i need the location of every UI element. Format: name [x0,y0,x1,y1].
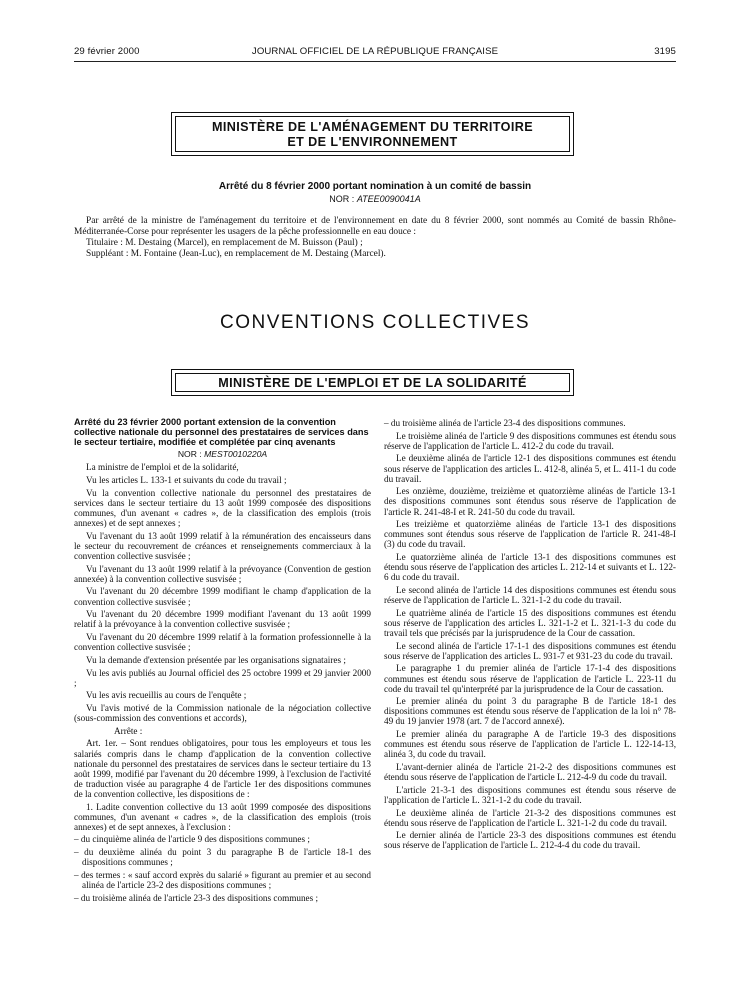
paragraph: Le premier alinéa du paragraphe A de l'article 19-3 des dispositions communes est étendu sous réserve de l'application de l'article L. 122-14-13, alinéa 3, du code du travail. [384,729,676,760]
running-header [74,46,676,60]
paragraph: Vu la demande d'extension présentée par les organisations signataires ; [86,654,346,665]
arrete-title-extension: Arrêté du 23 février 2000 portant extension de la convention collective nationale du personnel des prestataires de services dans le secteur tertiaire, modifiée et complétée par cinq avenants [74,417,369,447]
page-number: 3195 [654,46,676,57]
right-column [384,418,676,853]
paragraph: Vu l'avenant du 20 décembre 1999 relatif à la formation professionnelle à la convention collective susvisée ; [74,632,371,653]
arrete-heading: Arrête : [114,725,143,736]
paragraph: Les treizième et quatorzième alinéas de l'article 13-1 des dispositions communes sont étendus sous réserve de l'application de l'article R. 241-48-I (3) du code du travail. [384,519,676,550]
nor-code: MEST0010220A [204,449,268,460]
paragraph: Le second alinéa de l'article 14 des dispositions communes est étendu sous réserve de l'application de l'article L. 321-1-2 du code du travail. [384,584,676,606]
paragraph: Vu l'avis motivé de la Commission nationale de la négociation collective (sous-commission des conventions et accords), [74,702,371,724]
paragraph: Vu l'avenant du 20 décembre 1999 modifiant l'avenant du 13 août 1999 relatif à la prévoyance à la convention collective susvisée ; [74,609,371,630]
paragraph: Vu l'avenant du 13 août 1999 relatif à la rémunération des encaisseurs dans le secteur du recouvrement de créances et renseignements commerciaux à la convention collective susvisée ; [74,530,371,562]
nor-label: NOR : [177,449,202,460]
paragraph: Le deuxième alinéa de l'article 21-3-2 des dispositions communes est étendu sous réserve de l'application de l'article L. 321-1-2 du code du travail. [384,807,676,828]
paragraph: Le dernier alinéa de l'article 23-3 des dispositions communes est étendu sous réserve de l'application de l'article L. 212-4-4 du code du travail. [384,830,676,851]
exclusion-item: – des termes : « sauf accord exprès du salarié » figurant au premier et au second alinéa de l'article 23-2 des dispositions communes ; [74,869,371,891]
ministry-name-line2: ET DE L'ENVIRONNEMENT [287,135,458,149]
paragraph: Vu la convention collective nationale du personnel des prestataires de services dans le secteur tertiaire du 13 août 1999 composée des dispositions communes, d'un avenant « cadres », de la classification des emplois (trois annexes) et de sept annexes ; [74,487,371,529]
journal-title: JOURNAL OFFICIEL DE LA RÉPUBLIQUE FRANÇAISE [251,46,499,57]
paragraph: Les onzième, douzième, treizième et quatorzième alinéas de l'article 13-1 des dispositions communes sont étendus sous réserve de l'application de l'article R. 241-48-I et R. 241-50 du code du travail. [384,486,676,517]
arrete-title-nomination: Arrêté du 8 février 2000 portant nomination à un comité de bassin [218,181,532,192]
titulaire-line: Titulaire : M. Destaing (Marcel), en remplacement de M. Buisson (Paul) ; [86,238,363,248]
nor-code: ATEE0090041A [356,194,421,204]
header-rule [74,61,676,62]
arrete-nor-nomination [74,194,676,204]
ministry-name-emploi: MINISTÈRE DE L'EMPLOI ET DE LA SOLIDARITÉ [218,376,527,390]
paragraph: Le second alinéa de l'article 17-1-1 des dispositions communes est étendu sous réserve de l'application des articles L. 931-7 et 931-23 du code du travail. [384,640,676,661]
nor-label: NOR : [329,194,355,204]
left-column [74,418,371,905]
paragraph: Vu l'avenant du 13 août 1999 relatif à la prévoyance (Convention de gestion annexée) à la convention collective susvisée ; [74,563,371,584]
paragraph: Vu les avis publiés au Journal officiel des 25 octobre 1999 et 29 janvier 2000 ; [74,667,371,688]
paragraph: Le premier alinéa du point 3 du paragraphe B de l'article 18-1 des dispositions communes est étendu sous réserve de l'application de la loi n° 78-49 du 19 janvier 1978 (art. 7 de l'accord annexé). [384,696,676,727]
arrete-nor-extension [74,449,371,459]
suppleant-line: Suppléant : M. Fontaine (Jean-Luc), en remplacement de M. Destaing (Marcel). [86,249,386,259]
ministry-name-line1: MINISTÈRE DE L'AMÉNAGEMENT DU TERRITOIRE [211,120,534,134]
paragraph: Le troisième alinéa de l'article 9 des dispositions communes est étendu sous réserve de l'application de l'article L. 412-2 du code du travail. [384,430,676,451]
paragraph: L'avant-dernier alinéa de l'article 21-2-2 des dispositions communes est étendu sous réserve de l'application de l'article L. 212-4-9 du code du travail. [384,762,676,783]
paragraph: 1. Ladite convention collective du 13 août 1999 composée des dispositions communes, d'un avenant « cadres », de la classification des emplois (trois annexes) et de sept annexes, à l'exclusion : [74,801,371,832]
exclusion-item: – du troisième alinéa de l'article 23-3 des dispositions communes ; [74,892,319,903]
article-1: Art. 1er. – Sont rendues obligatoires, pour tous les employeurs et tous les salariés compris dans le champ d'application de la convention collective nationale du personnel des prestataires de services dans le secteur tertiaire du 13 août 1999, modifié par l'avenant du 20 décembre 1999, à l'exclusion de l'activité de traduction visée au paragraphe 4 de l'article 1er des dispositions communes de la convention collective, les dispositions de : [74,738,371,799]
exclusion-item: – du troisième alinéa de l'article 23-4 des dispositions communes. [384,418,626,428]
ministry-box-emploi [171,369,574,396]
ministry-box-amenagement [171,112,574,156]
paragraph: Le quatrième alinéa de l'article 15 des dispositions communes est étendu sous réserve de l'application des articles L. 321-1-2 et L. 321-1-3 du code du travail tels que précisés par la jurisprudence de la Cour de cassation. [384,607,676,638]
paragraph: Vu les articles L. 133-1 et suivants du code du travail ; [86,475,287,486]
header-date: 29 février 2000 [74,46,140,57]
arrete-body-nomination: Par arrêté de la ministre de l'aménagement du territoire et de l'environnement en date du 8 février 2000, sont nommés au Comité de bassin Rhône-Méditerranée-Corse pour représenter les usagers de la pêche professionnelle en eau douce : [74,216,676,237]
paragraph: Vu les avis recueillis au cours de l'enquête ; [86,690,247,701]
paragraph: Le deuxième alinéa de l'article 12-1 des dispositions communes est étendu sous réserve de l'application des articles L. 412-8, alinéa 5, et L. 411-1 du code du travail. [384,453,676,484]
paragraph: L'article 21-3-1 des dispositions communes est étendu sous réserve de l'application de l'article L. 321-1-2 du code du travail. [384,784,676,805]
exclusion-item: – du cinquième alinéa de l'article 9 des dispositions communes ; [74,834,310,845]
paragraph: Vu l'avenant du 20 décembre 1999 modifiant le champ d'application de la convention collective susvisée ; [74,586,371,607]
section-title: CONVENTIONS COLLECTIVES [219,312,531,333]
paragraph: Le quatorzième alinéa de l'article 13-1 des dispositions communes est étendu sous réserve de l'application des articles L. 212-14 et suivants et L. 122-6 du code du travail. [384,552,676,583]
exclusion-item: – du deuxième alinéa du point 3 du paragraphe B de l'article 18-1 des dispositions communes ; [74,847,371,868]
paragraph: La ministre de l'emploi et de la solidarité, [86,462,239,473]
paragraph: Le paragraphe 1 du premier alinéa de l'article 17-1-4 des dispositions communes est étendu sous réserve de l'application de l'article L. 223-11 du code du travail tel qu'interprété par la jurisprudence de la Cour de cassation. [384,663,676,694]
